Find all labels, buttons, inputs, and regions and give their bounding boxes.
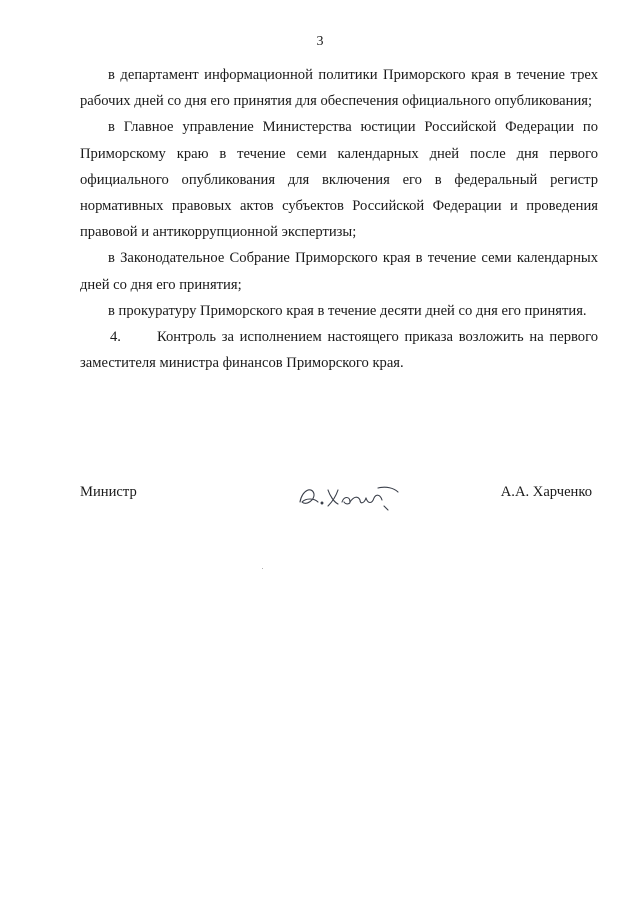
item-number: 4. [110, 329, 121, 346]
paragraph-distribution-info-policy: в департамент информационной политики Приморского края в течение трех рабочих дней со дня его принятия для обеспечения официального опубликования; [80, 67, 598, 110]
signatory-name: А.А. Харченко [500, 484, 592, 500]
item-text: Контроль за исполнением настоящего приказа возложить на первого заместителя министра финансов Приморского края. [80, 329, 598, 372]
handwritten-signature [294, 480, 404, 516]
scan-artifact [262, 568, 263, 569]
paragraph-distribution-justice-ministry: в Главное управление Министерства юстиции Российской Федерации по Приморскому краю в течение семи календарных дней после дня первого официального опубликования для включения его в федеральный регистр нормативных правовых актов субъектов Российской Федерации и проведения правовой и антикоррупционной экспертизы; [80, 119, 598, 241]
document-body [80, 62, 598, 376]
paragraph-distribution-legislative-assembly: в Законодательное Собрание Приморского края в течение семи календарных дней со дня его принятия; [80, 250, 598, 293]
paragraph-distribution-prosecutor: в прокуратуру Приморского края в течение десяти дней со дня его принятия. [108, 302, 587, 319]
numbered-item-4 [80, 324, 598, 376]
signatory-title: Министр [80, 484, 137, 500]
page-number: 3 [316, 34, 324, 49]
signature-block [80, 480, 598, 520]
